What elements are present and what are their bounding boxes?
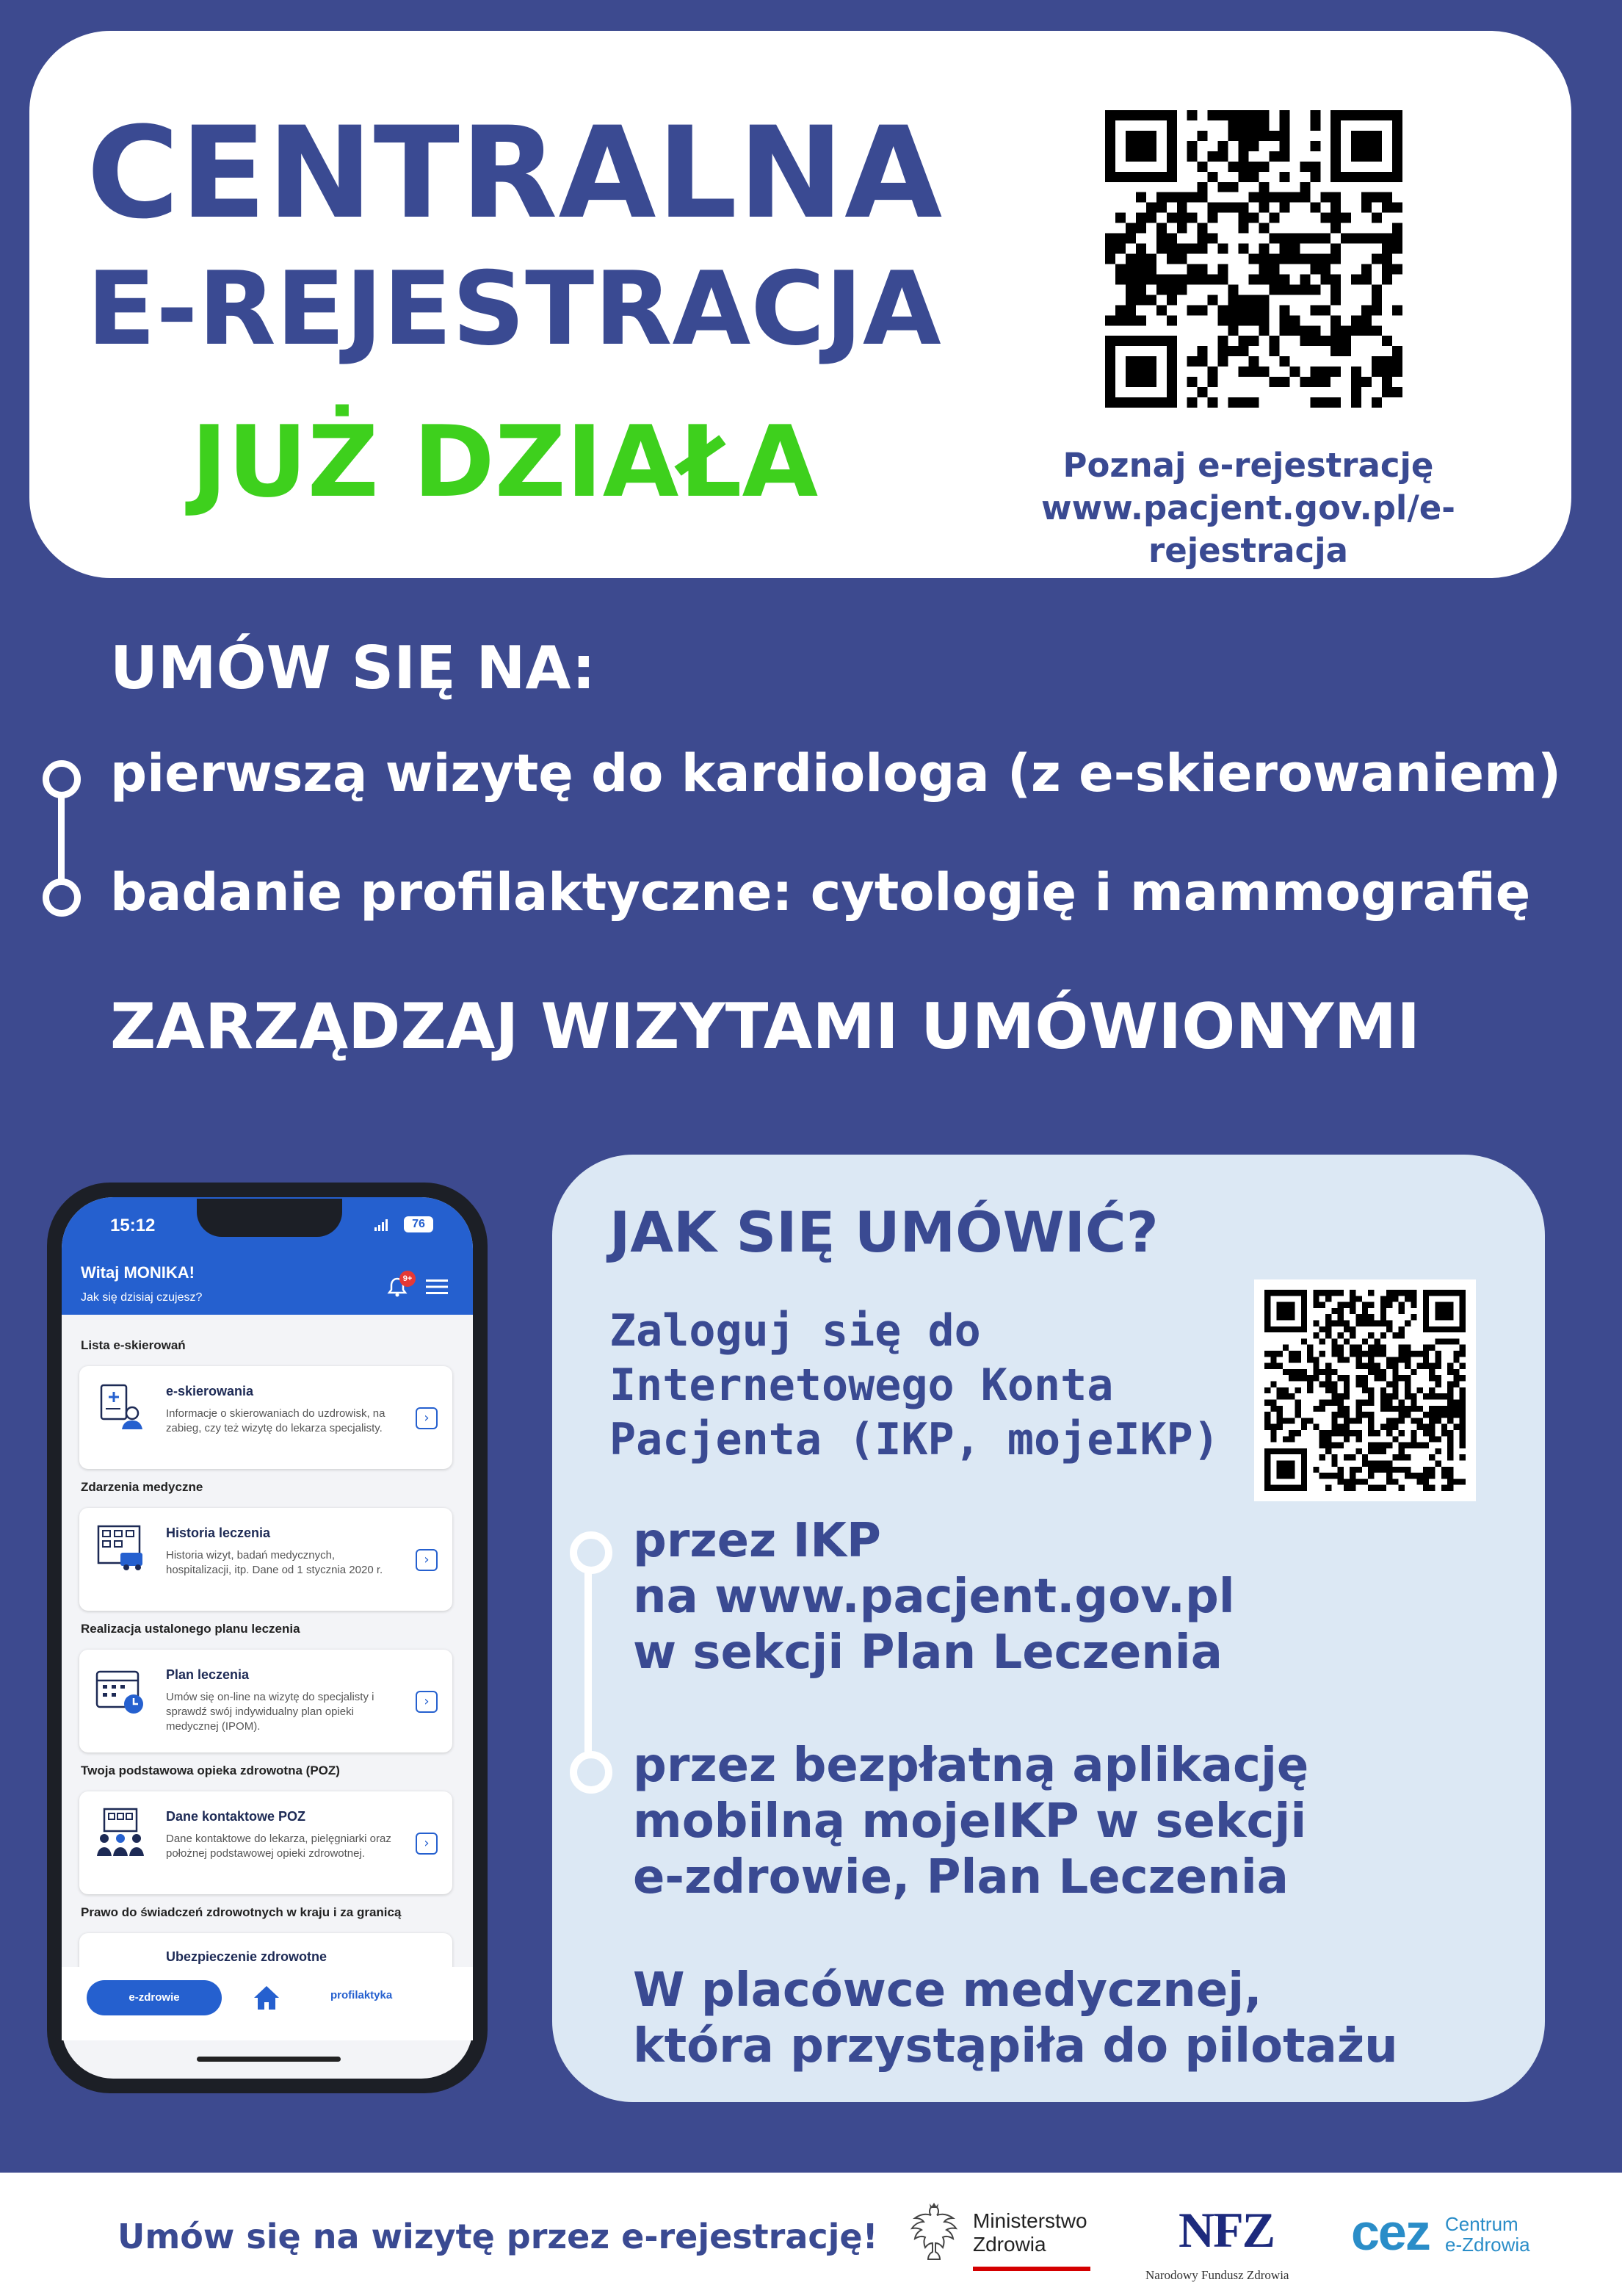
card-title: Plan leczenia	[166, 1667, 250, 1682]
card-title: Ubezpieczenie zdrowotne	[166, 1949, 327, 1964]
login-instruction	[609, 1304, 1220, 1467]
bullet-ring-icon	[43, 760, 81, 798]
qr-code-icon[interactable]	[1264, 1290, 1466, 1491]
bullet-connector	[58, 797, 65, 879]
card-description: Informacje o skierowaniach do uzdrowisk, na zabieg, czy też wizytę do lekarza specjalisty.	[166, 1407, 385, 1434]
qr-caption	[947, 444, 1549, 572]
login-line-2: Internetowego Konta	[609, 1360, 1114, 1411]
battery-indicator: 76	[404, 1216, 433, 1232]
login-line-3: Pacjenta (IKP, mojeIKP)	[609, 1414, 1220, 1465]
menu-icon[interactable]	[426, 1278, 448, 1296]
footer-slogan: Umów się na wizytę przez e-rejestrację!	[117, 2217, 878, 2256]
calendar-clock-icon	[94, 1664, 147, 1717]
qr-caption-line-1: Poznaj e-rejestrację	[1062, 446, 1434, 485]
section-label: Twoja podstawowa opieka zdrowotna (POZ)	[81, 1763, 340, 1777]
option-facility-line-1: W placówce medycznej,	[633, 1963, 1262, 2018]
card-title: e-skierowania	[166, 1384, 254, 1398]
card-title: Dane kontaktowe POZ	[166, 1809, 306, 1824]
referral-doc-icon	[94, 1381, 147, 1434]
ministry-logo-text	[973, 2209, 1087, 2256]
appointment-item-screening: badanie profilaktyczne: cytologię i mammografię	[110, 862, 1531, 923]
option-facility-line-2: która przystąpiła do pilotażu	[633, 2019, 1398, 2073]
card-description: Historia wizyt, badań medycznych, hospitalizacji, itp. Dane od 1 stycznia 2020 r.	[166, 1549, 383, 1576]
hospital-icon	[94, 1522, 147, 1575]
option-ikp-line-1: przez IKP	[633, 1514, 881, 1568]
option-app-line-3: e-zdrowie, Plan Leczenia	[633, 1850, 1289, 1905]
home-indicator	[197, 2057, 341, 2062]
medical-staff-icon	[94, 1806, 147, 1859]
chevron-right-icon[interactable]: ›	[416, 1549, 438, 1571]
appointments-heading: UMÓW SIĘ NA:	[110, 634, 595, 702]
qr-caption-link[interactable]: www.pacjent.gov.pl/e-rejestracja	[1041, 488, 1455, 570]
signal-icon	[374, 1219, 388, 1231]
home-icon[interactable]	[253, 1985, 280, 2011]
option-mobile-app	[633, 1738, 1308, 1905]
option-facility	[633, 1963, 1398, 2074]
ministry-line-2: Zdrowia	[973, 2233, 1046, 2256]
section-label: Lista e-skierowań	[81, 1338, 186, 1352]
option-ikp	[633, 1513, 1235, 1681]
how-to-heading: JAK SIĘ UMÓWIĆ?	[609, 1199, 1159, 1265]
chevron-right-icon[interactable]: ›	[416, 1407, 438, 1429]
option-app-line-2: mobilną mojeIKP w sekcji	[633, 1794, 1307, 1849]
ministry-logo-bar	[973, 2267, 1090, 2271]
card-description: Dane kontaktowe do lekarza, pielęgniarki oraz położnej podstawowej opieki zdrowotnej.	[166, 1833, 391, 1860]
option-app-line-1: przez bezpłatną aplikację	[633, 1739, 1309, 1793]
chevron-right-icon[interactable]: ›	[416, 1833, 438, 1855]
bullet-ring-icon	[43, 878, 81, 917]
nav-e-zdrowie-button[interactable]: e-zdrowie	[87, 1980, 222, 2015]
nfz-name: Narodowy Fundusz Zdrowia	[1145, 2268, 1289, 2282]
bullet-ring-icon	[570, 1751, 612, 1794]
cez-logo: cez	[1351, 2203, 1430, 2261]
cez-line-2: e-Zdrowia	[1445, 2234, 1530, 2256]
manage-visits-heading: ZARZĄDZAJ WIZYTAMI UMÓWIONYMI	[110, 990, 1421, 1064]
chevron-right-icon[interactable]: ›	[416, 1691, 438, 1713]
status-headline: JUŻ DZIAŁA	[191, 405, 819, 519]
section-label: Prawo do świadczeń zdrowotnych w kraju i za granicą	[81, 1905, 402, 1919]
title-line-2: E-REJESTRACJA	[87, 250, 941, 368]
bullet-ring-icon	[570, 1531, 612, 1574]
cez-name	[1445, 2214, 1530, 2255]
section-label: Realizacja ustalonego planu leczenia	[81, 1622, 300, 1636]
login-line-1: Zaloguj się do	[609, 1305, 981, 1357]
title-line-1: CENTRALNA	[87, 99, 944, 247]
app-subgreeting: Jak się dzisiaj czujesz?	[81, 1291, 203, 1304]
card-description: Umów się on-line na wizytę do specjalisty i sprawdź swój indywidualny plan opieki medycznej (IPOM).	[166, 1691, 374, 1733]
appointment-item-cardiologist: pierwszą wizytę do kardiologa (z e-skierowaniem)	[110, 743, 1562, 804]
notification-badge: 9+	[399, 1271, 416, 1287]
card-title: Historia leczenia	[166, 1526, 271, 1540]
app-greeting: Witaj MONIKA!	[81, 1263, 195, 1282]
qr-code-icon[interactable]	[1105, 110, 1402, 408]
eagle-emblem-icon	[903, 2202, 965, 2270]
nfz-logo: NFZ	[1179, 2202, 1274, 2258]
cez-line-1: Centrum	[1445, 2213, 1518, 2235]
option-ikp-line-3: w sekcji Plan Leczenia	[633, 1625, 1223, 1680]
bullet-connector	[584, 1571, 592, 1753]
status-time: 15:12	[110, 1216, 156, 1235]
nav-profilaktyka-button[interactable]: profilaktyka	[330, 1989, 393, 2001]
phone-notch	[197, 1199, 342, 1237]
section-label: Zdarzenia medyczne	[81, 1480, 203, 1494]
ministry-line-1: Ministerstwo	[973, 2209, 1087, 2232]
option-ikp-line-2[interactable]: na www.pacjent.gov.pl	[633, 1570, 1235, 1624]
